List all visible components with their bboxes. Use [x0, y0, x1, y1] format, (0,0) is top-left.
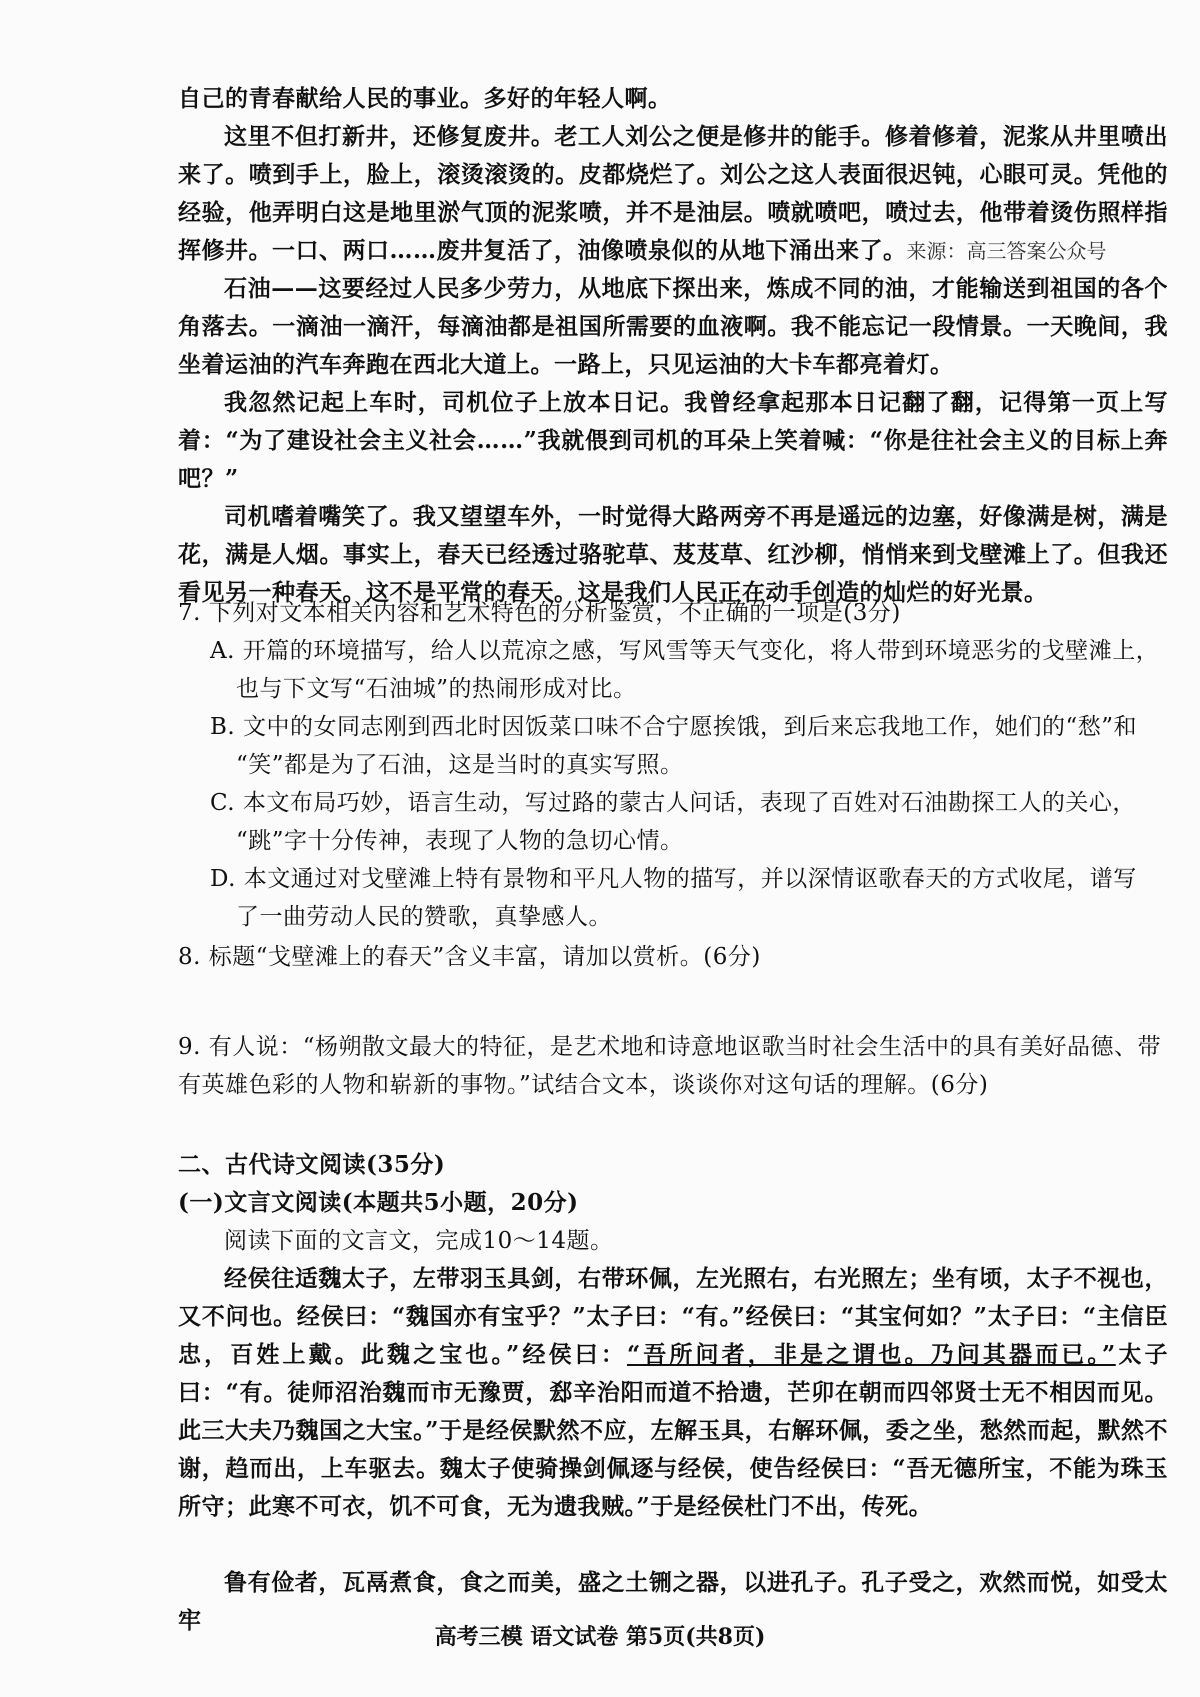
- option-d-line1: D. 本文通过对戈壁滩上特有景物和平凡人物的描写，并以深情讴歌春天的方式收尾，谱写: [210, 866, 1137, 892]
- option-a-line1: A. 开篇的环境描写，给人以荒凉之感，写风雪等天气变化，将人带到环境恶劣的戈壁滩上，: [210, 638, 1160, 664]
- passage-paragraph-2: 石油——这要经过人民多少劳力，从地底下探出来，炼成不同的油，才能输送到祖国的各个角落去。一滴油一滴汗，每滴油都是祖国所需要的血液啊。我不能忘记一段情景。一天晚间，我坐着运油的汽车奔跑在西北大道上。一路上，只见运油的大卡车都亮着灯。: [178, 275, 1168, 378]
- question-7-option-c: [210, 784, 1168, 860]
- question-8: 8. 标题“戈壁滩上的春天”含义丰富，请加以赏析。(6分): [178, 944, 761, 970]
- source-note: 来源：高三答案公众号: [906, 239, 1107, 263]
- section-2-subheading: (一)文言文阅读(本题共5小题，20分): [178, 1189, 579, 1216]
- section-2-heading: 二、古代诗文阅读(35分): [178, 1151, 446, 1178]
- passage-paragraph-1-text: 这里不但打新井，还修复废井。老工人刘公之便是修井的能手。修着修着，泥浆从井里喷出来了。喷到手上，脸上，滚烫滚烫的。皮都烧烂了。刘公之这人表面很迟钝，心眼可灵。凭他的经验，他弄明白这是地里淤气顶的泥浆喷，并不是油层。喷就喷吧，喷过去，他带着烫伤照样指挥修井。一口、两口……废井复活了，油像喷泉似的从地下涌出来了。: [178, 123, 1168, 264]
- classical-paragraph-2: 鲁有俭者，瓦鬲煮食，食之而美，盛之土铏之器，以进孔子。孔子受之，欢然而悦，如受太牢: [178, 1569, 1168, 1634]
- classical-paragraph-1: [178, 1260, 1168, 1526]
- question-7-option-d: [210, 860, 1168, 936]
- option-b-line2: “笑”都是为了石油，这是当时的真实写照。: [236, 752, 684, 778]
- classical-paragraph-1-part-b: 太子曰：“有。徒师沼治魏而市无豫贾，郄辛治阳而道不拾遗，芒卯在朝而四邻贤士无不相因而见。此三大夫乃魏国之大宝。”于是经侯默然不应，左解玉具，右解环佩，委之坐，愁然而起，默然不谢，趋而出，上车驱去。魏太子使骑操剑佩逐与经侯，使告经侯曰：“吾无德所宝，不能为珠玉所守；此寒不可衣，饥不可食，无为遗我贼。”于是经侯杜门不出，传死。: [178, 1341, 1168, 1520]
- question-9: 9. 有人说：“杨朔散文最大的特征，是艺术地和诗意地讴歌当时社会生活中的具有美好品德、带有英雄色彩的人物和崭新的事物。”试结合文本，谈谈你对这句话的理解。(6分): [178, 1034, 1162, 1098]
- passage-paragraph-0: 自己的青春献给人民的事业。多好的年轻人啊。: [178, 85, 672, 112]
- question-7-stem: 7. 下列对文本相关内容和艺术特色的分析鉴赏，不正确的一项是(3分): [178, 600, 901, 626]
- option-c-line2: “跳”字十分传神，表现了人物的急切心情。: [236, 828, 684, 854]
- passage-paragraph-4: 司机嗜着嘴笑了。我又望望车外，一时觉得大路两旁不再是遥远的边塞，好像满是树，满是花，满是人烟。事实上，春天已经透过骆驼草、芨芨草、红沙柳，悄悄来到戈壁滩上了。但我还看见另一种春天。这不是平常的春天。这是我们人民正在动手创造的灿烂的好光景。: [178, 503, 1168, 606]
- reading-instruction: 阅读下面的文言文，完成10～14题。: [224, 1228, 614, 1254]
- option-d-line2: 了一曲劳动人民的赞歌，真挚感人。: [236, 904, 612, 930]
- page-footer: 高考三模 语文试卷 第5页(共8页): [434, 1624, 766, 1650]
- classical-paragraph-1-part-a: 经侯往适魏太子，左带羽玉具剑，右带环佩，左光照右，右光照左；坐有顷，太子不视也，又不问也。经侯曰：“魏国亦有宝乎？”太子曰：“有。”经侯曰：“其宝何如？”太子曰：“主信臣忠，百姓上戴。此魏之宝也。”经侯曰：: [178, 1265, 1168, 1368]
- question-7-option-b: [210, 708, 1168, 784]
- option-a-line2: 也与下文写“石油城”的热闹形成对比。: [236, 676, 637, 702]
- passage-paragraph-3: 我忽然记起上车时，司机位子上放本日记。我曾经拿起那本日记翻了翻，记得第一页上写着：“为了建设社会主义社会……”我就偎到司机的耳朵上笑着喊：“你是往社会主义的目标上奔吧？”: [178, 389, 1168, 492]
- option-b-line1: B. 文中的女同志刚到西北时因饭菜口味不合宁愿挨饿，到后来忘我地工作，她们的“愁”和: [210, 714, 1138, 740]
- underlined-sentence: “吾所问者，非是之谓也。乃问其器而已。”: [626, 1341, 1116, 1368]
- question-7-option-a: [210, 632, 1168, 708]
- passage-paragraph-1: [178, 118, 1168, 270]
- option-c-line1: C. 本文布局巧妙，语言生动，写过路的蒙古人问话，表现了百姓对石油勘探工人的关心，: [210, 790, 1136, 816]
